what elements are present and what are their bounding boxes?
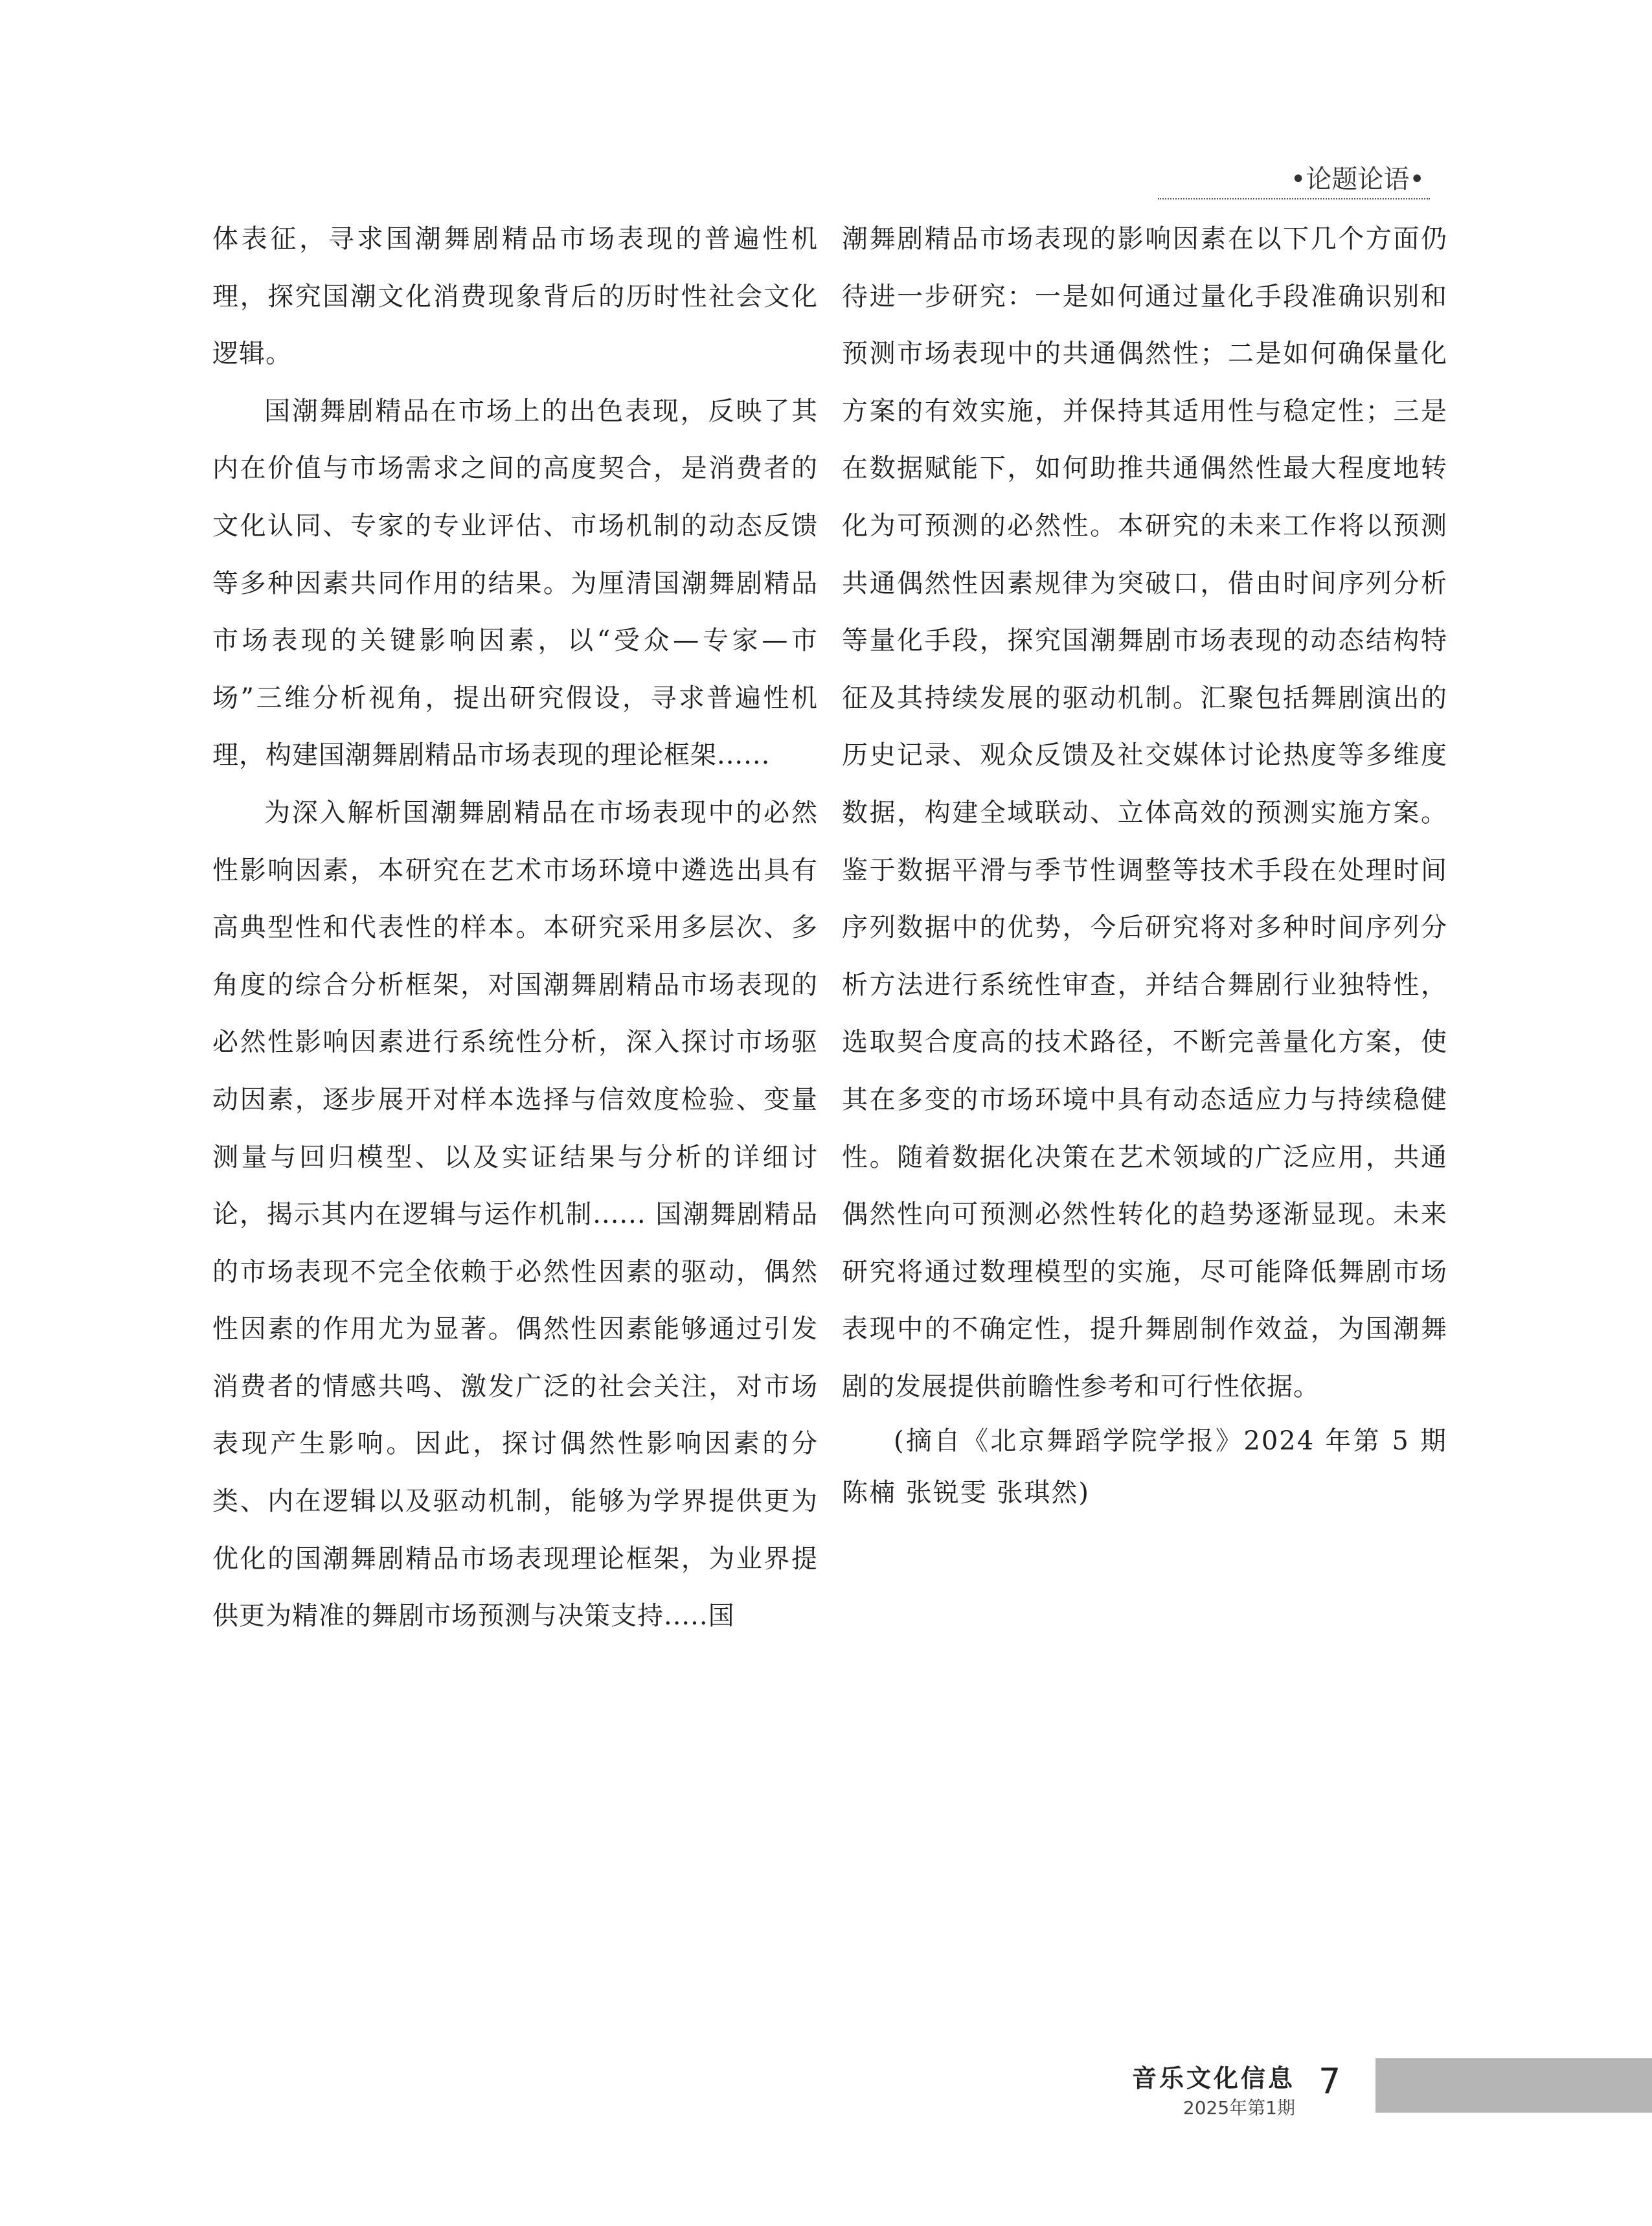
left-paragraph-3: 为深入解析国潮舞剧精品在市场表现中的必然性影响因素，本研究在艺术市场环境中遴选出具有高典型性和代表性的样本。本研究采用多层次、多角度的综合分析框架，对国潮舞剧精品市场表现的必然性影响因素进行系统性分析，深入探讨市场驱动因素，逐步展开对样本选择与信效度检验、变量测量与回归模型、以及实证结果与分析的详细讨论，揭示其内在逻辑与运作机制...... 国潮舞剧精品的市场表现不完全依赖于必然性因素的驱动，偶然性因素的作用尤为显著。偶然性因素能够通过引发消费者的情感共鸣、激发广泛的社会关注，对市场表现产生影响。因此，探讨偶然性影响因素的分类、内在逻辑以及驱动机制，能够为学界提供更为优化的国潮舞剧精品市场表现理论框架，为业界提供更为精准的舞剧市场预测与决策支持.....国 [212, 797, 818, 1631]
source-citation: (摘自《北京舞蹈学院学报》2024 年第 5 期 陈楠 张锐雯 张琪然) [842, 1426, 1447, 1508]
left-column [212, 210, 818, 1645]
issue-label: 2025年第1期 [1182, 2097, 1295, 2118]
page-number-bar [1375, 2058, 1652, 2113]
section-label: •论题论语• [1290, 165, 1425, 194]
left-paragraph-2: 国潮舞剧精品在市场上的出色表现，反映了其内在价值与市场需求之间的高度契合，是消费者的文化认同、专家的专业评估、市场机制的动态反馈等多种因素共同作用的结果。为厘清国潮舞剧精品市场表现的关键影响因素，以“受众—专家—市场”三维分析视角，提出研究假设，寻求普遍性机理，构建国潮舞剧精品市场表现的理论框架...... [212, 396, 818, 771]
right-paragraph-1: 潮舞剧精品市场表现的影响因素在以下几个方面仍待进一步研究：一是如何通过量化手段准确识别和预测市场表现中的共通偶然性；二是如何确保量化方案的有效实施，并保持其适用性与稳定性；三是在数据赋能下，如何助推共通偶然性最大程度地转化为可预测的必然性。本研究的未来工作将以预测共通偶然性因素规律为突破口，借由时间序列分析等量化手段，探究国潮舞剧市场表现的动态结构特征及其持续发展的驱动机制。汇聚包括舞剧演出的历史记录、观众反馈及社交媒体讨论热度等多维度数据，构建全域联动、立体高效的预测实施方案。鉴于数据平滑与季节性调整等技术手段在处理时间序列数据中的优势，今后研究将对多种时间序列分析方法进行系统性审查，并结合舞剧行业独特性，选取契合度高的技术路径，不断完善量化方案，使其在多变的市场环境中具有动态适应力与持续稳健性。随着数据化决策在艺术领域的广泛应用，共通偶然性向可预测必然性转化的趋势逐渐显现。未来研究将通过数理模型的实施，尽可能降低舞剧市场表现中的不确定性，提升舞剧制作效益，为国潮舞剧的发展提供前瞻性参考和可行性依据。 [842, 224, 1447, 1402]
right-column [842, 210, 1447, 1519]
header-rule [1158, 198, 1430, 199]
page-header [1158, 163, 1430, 202]
left-paragraph-1: 体表征，寻求国潮舞剧精品市场表现的普遍性机理，探究国潮文化消费现象背后的历时性社会文化逻辑。 [212, 224, 818, 369]
journal-name: 音乐文化信息 [1131, 2063, 1295, 2093]
page-number: 7 [1318, 2061, 1341, 2102]
